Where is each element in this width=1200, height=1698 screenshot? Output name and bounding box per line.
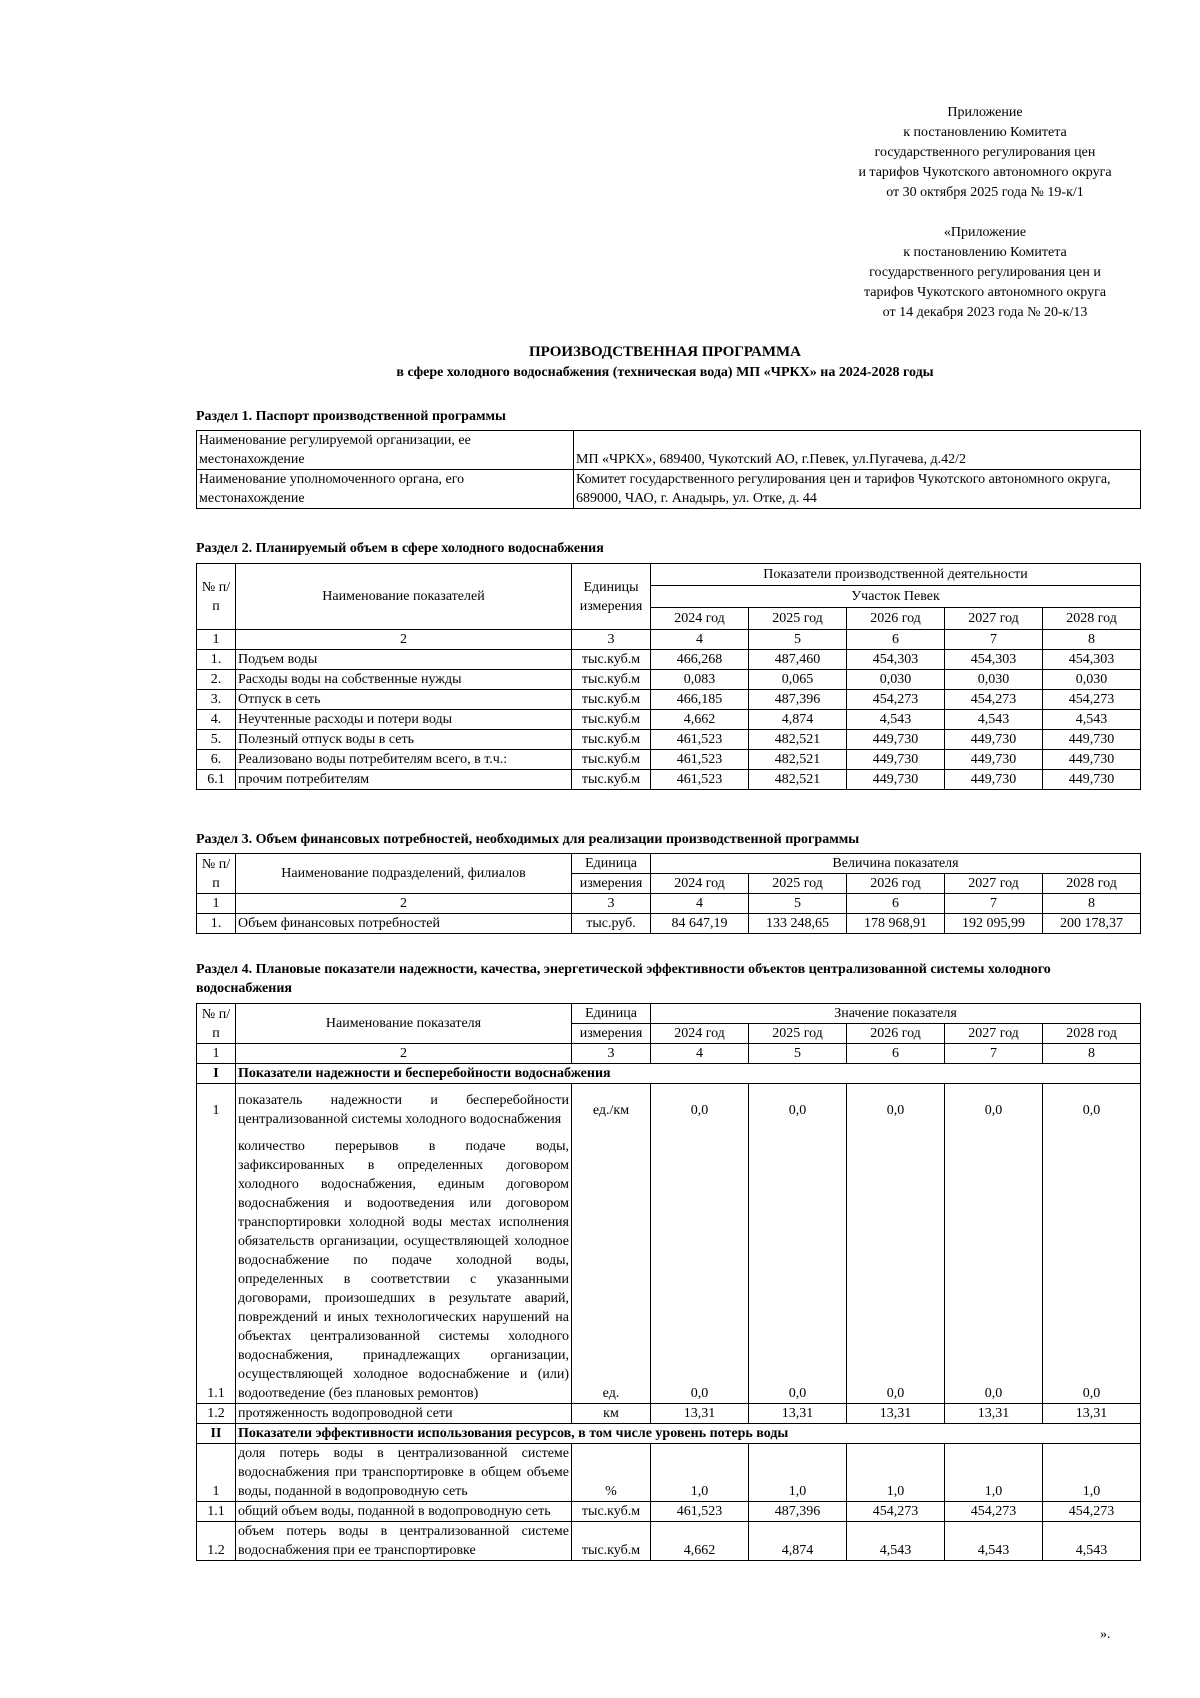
previous-approval-header — [830, 223, 1140, 323]
table-row — [197, 750, 1141, 770]
row-value: 178 968,91 — [847, 914, 945, 934]
column-number: 5 — [749, 894, 847, 914]
area-header: Участок Певек — [651, 586, 1141, 608]
year-header: 2024 год — [651, 1024, 749, 1044]
row-value: 449,730 — [847, 750, 945, 770]
col-unit-header: Единица — [572, 1004, 651, 1024]
section2-heading: Раздел 2. Планируемый объем в сфере холодного водоснабжения — [196, 541, 604, 556]
header-line: государственного регулирования цен — [874, 145, 1096, 160]
col-name-header: Наименование показателей — [236, 564, 572, 630]
row-value: 454,303 — [847, 650, 945, 670]
table-row — [197, 431, 1141, 470]
row-number: 1. — [197, 914, 236, 934]
column-number: 7 — [945, 1044, 1043, 1064]
section3-heading: Раздел 3. Объем финансовых потребностей, необходимых для реализации производственной программы — [196, 832, 860, 847]
row-value: 449,730 — [945, 730, 1043, 750]
row-unit: тыс.куб.м — [572, 770, 651, 790]
table-row — [197, 690, 1141, 710]
row-unit: тыс.куб.м — [572, 710, 651, 730]
section4-heading: Раздел 4. Плановые показатели надежности, качества, энергетической эффективности объектов централизованной системы холодного водоснабжения — [196, 962, 1051, 996]
row-unit: тыс.куб.м — [572, 750, 651, 770]
header-line: государственного регулирования цен и — [869, 265, 1101, 280]
row-value: 454,273 — [1043, 1501, 1141, 1521]
row-number: 1 — [197, 1084, 236, 1137]
column-number: 5 — [749, 1044, 847, 1064]
row-unit: тыс.куб.м — [572, 1521, 651, 1560]
row-value: 4,543 — [1043, 1521, 1141, 1560]
table-row — [197, 1403, 1141, 1423]
passport-label: Наименование регулируемой организации, ее местонахождение — [197, 431, 574, 470]
row-value: 454,273 — [847, 690, 945, 710]
row-value: 1,0 — [945, 1443, 1043, 1501]
year-header: 2026 год — [847, 608, 945, 630]
table-row — [197, 1137, 1141, 1404]
planned-volume-table — [196, 563, 1141, 790]
column-number: 7 — [945, 630, 1043, 650]
row-name: объем потерь воды в централизованной системе водоснабжения при ее транспортировке — [236, 1521, 572, 1560]
row-name: Расходы воды на собственные нужды — [236, 670, 572, 690]
row-number: 2. — [197, 670, 236, 690]
row-number: 1.2 — [197, 1403, 236, 1423]
row-value: 4,543 — [1043, 710, 1141, 730]
row-unit: тыс.куб.м — [572, 1501, 651, 1521]
row-value: 0,065 — [749, 670, 847, 690]
row-value: 449,730 — [1043, 770, 1141, 790]
column-number: 4 — [651, 1044, 749, 1064]
row-name: Объем финансовых потребностей — [236, 914, 572, 934]
row-value: 1,0 — [749, 1443, 847, 1501]
year-header: 2024 год — [651, 874, 749, 894]
column-number: 6 — [847, 630, 945, 650]
row-value: 454,273 — [1043, 690, 1141, 710]
year-header: 2025 год — [749, 874, 847, 894]
row-unit: тыс.куб.м — [572, 650, 651, 670]
row-number: 1. — [197, 650, 236, 670]
row-value: 0,0 — [847, 1137, 945, 1404]
table-row — [197, 730, 1141, 750]
row-value: 0,0 — [1043, 1137, 1141, 1404]
table-row — [197, 1521, 1141, 1560]
row-unit: км — [572, 1403, 651, 1423]
row-number: 1.1 — [197, 1137, 236, 1404]
year-header: 2028 год — [1043, 608, 1141, 630]
row-value: 487,460 — [749, 650, 847, 670]
col-group-header: Величина показателя — [651, 854, 1141, 874]
column-number: 2 — [236, 1044, 572, 1064]
financial-needs-table — [196, 853, 1141, 934]
row-number: 3. — [197, 690, 236, 710]
page-title: ПРОИЗВОДСТВЕННАЯ ПРОГРАММА — [528, 344, 801, 360]
row-value: 4,543 — [847, 1521, 945, 1560]
row-unit: тыс.куб.м — [572, 670, 651, 690]
row-value: 13,31 — [1043, 1403, 1141, 1423]
row-unit: ед. — [572, 1137, 651, 1404]
row-value: 461,523 — [651, 1501, 749, 1521]
col-unit-header: Единица — [572, 854, 651, 874]
row-value: 449,730 — [945, 750, 1043, 770]
column-number: 1 — [197, 894, 236, 914]
row-value: 84 647,19 — [651, 914, 749, 934]
column-number: 1 — [197, 630, 236, 650]
row-value: 13,31 — [847, 1403, 945, 1423]
row-value: 454,303 — [945, 650, 1043, 670]
row-value: 0,030 — [945, 670, 1043, 690]
column-number: 8 — [1043, 894, 1141, 914]
row-value: 461,523 — [651, 730, 749, 750]
group-row — [197, 1423, 1141, 1443]
row-value: 482,521 — [749, 770, 847, 790]
row-value: 4,662 — [651, 710, 749, 730]
row-name: протяженность водопроводной сети — [236, 1403, 572, 1423]
col-unit-header: измерения — [572, 874, 651, 894]
header-line: к постановлению Комитета — [903, 245, 1067, 260]
group-title: Показатели надежности и бесперебойности водоснабжения — [236, 1064, 1141, 1084]
row-unit: тыс.куб.м — [572, 730, 651, 750]
row-value: 1,0 — [1043, 1443, 1141, 1501]
row-value: 0,0 — [749, 1137, 847, 1404]
passport-value: Комитет государственного регулирования цен и тарифов Чукотского автономного округа, 689000, ЧАО, г. Анадырь, ул. Отке, д. 44 — [574, 470, 1141, 509]
column-number: 5 — [749, 630, 847, 650]
row-value: 454,273 — [847, 1501, 945, 1521]
table-row — [197, 470, 1141, 509]
column-number: 3 — [572, 630, 651, 650]
year-header: 2026 год — [847, 874, 945, 894]
passport-value: МП «ЧРКХ», 689400, Чукотский АО, г.Певек, ул.Пугачева, д.42/2 — [574, 431, 1141, 470]
row-value: 13,31 — [749, 1403, 847, 1423]
year-header: 2027 год — [945, 874, 1043, 894]
col-group-header: Показатели производственной деятельности — [651, 564, 1141, 586]
table-row — [197, 1443, 1141, 1501]
row-name: прочим потребителям — [236, 770, 572, 790]
column-number: 8 — [1043, 630, 1141, 650]
column-number-row — [197, 894, 1141, 914]
row-unit: тыс.руб. — [572, 914, 651, 934]
column-number: 7 — [945, 894, 1043, 914]
col-unit-header: измерения — [572, 1024, 651, 1044]
row-unit: тыс.куб.м — [572, 690, 651, 710]
row-value: 466,185 — [651, 690, 749, 710]
row-value: 4,662 — [651, 1521, 749, 1560]
row-value: 0,0 — [651, 1084, 749, 1137]
group-row — [197, 1064, 1141, 1084]
col-num-header: № п/п — [197, 854, 236, 894]
column-number-row — [197, 1044, 1141, 1064]
row-value: 461,523 — [651, 770, 749, 790]
row-name: Подъем воды — [236, 650, 572, 670]
row-name: количество перерывов в подаче воды, зафиксированных в определенных договором холодного водоснабжения, единым договором водоснабжения и водоотведения или договором транспортировки холодной воды местах исполнения обязательств организации, осуществляющей холодное водоснабжение по подаче холодной воды, определенных в соответствии с указанными договорами, произошедших в результате аварий, повреждений и иных технологических нарушений на объектах централизованной системы холодного водоснабжения, принадлежащих организации, осуществляющей холодное водоснабжение и (или) водоотведение (без плановых ремонтов) — [236, 1137, 572, 1404]
row-value: 454,273 — [945, 1501, 1043, 1521]
passport-table — [196, 430, 1141, 509]
row-number: 5. — [197, 730, 236, 750]
column-number: 2 — [236, 630, 572, 650]
year-header: 2025 год — [749, 1024, 847, 1044]
row-value: 449,730 — [847, 770, 945, 790]
row-value: 482,521 — [749, 750, 847, 770]
row-value: 13,31 — [945, 1403, 1043, 1423]
row-unit: % — [572, 1443, 651, 1501]
header-line: Приложение — [947, 105, 1023, 120]
row-value: 449,730 — [945, 770, 1043, 790]
row-value: 454,273 — [945, 690, 1043, 710]
row-value: 200 178,37 — [1043, 914, 1141, 934]
passport-label: Наименование уполномоченного органа, его местонахождение — [197, 470, 574, 509]
row-number: 1.2 — [197, 1521, 236, 1560]
table-row — [197, 710, 1141, 730]
column-number: 1 — [197, 1044, 236, 1064]
row-value: 449,730 — [1043, 730, 1141, 750]
row-number: 1.1 — [197, 1501, 236, 1521]
col-num-header: № п/п — [197, 564, 236, 630]
header-line: «Приложение — [943, 225, 1027, 240]
row-value: 1,0 — [651, 1443, 749, 1501]
year-header: 2028 год — [1043, 1024, 1141, 1044]
row-name: общий объем воды, поданной в водопроводную сеть — [236, 1501, 572, 1521]
header-line: от 30 октября 2025 года № 19-к/1 — [886, 185, 1084, 200]
year-header: 2027 год — [945, 1024, 1043, 1044]
row-value: 13,31 — [651, 1403, 749, 1423]
column-number-row — [197, 630, 1141, 650]
row-value: 4,874 — [749, 710, 847, 730]
column-number: 8 — [1043, 1044, 1141, 1064]
row-value: 0,0 — [651, 1137, 749, 1404]
column-number: 6 — [847, 894, 945, 914]
row-number: 6.1 — [197, 770, 236, 790]
row-name: Отпуск в сеть — [236, 690, 572, 710]
row-number: 6. — [197, 750, 236, 770]
row-name: Полезный отпуск воды в сеть — [236, 730, 572, 750]
row-value: 449,730 — [1043, 750, 1141, 770]
end-quote-mark: ». — [1100, 1627, 1111, 1642]
table-row — [197, 670, 1141, 690]
row-value: 466,268 — [651, 650, 749, 670]
column-number: 6 — [847, 1044, 945, 1064]
row-value: 4,543 — [847, 710, 945, 730]
header-line: от 14 декабря 2023 года № 20-к/13 — [882, 305, 1088, 320]
row-value: 487,396 — [749, 1501, 847, 1521]
header-line: к постановлению Комитета — [903, 125, 1067, 140]
group-number: I — [197, 1064, 236, 1084]
row-value: 1,0 — [847, 1443, 945, 1501]
row-value: 4,543 — [945, 1521, 1043, 1560]
row-value: 454,303 — [1043, 650, 1141, 670]
row-number: 4. — [197, 710, 236, 730]
table-row — [197, 770, 1141, 790]
column-number: 3 — [572, 894, 651, 914]
row-value: 0,083 — [651, 670, 749, 690]
header-line: и тарифов Чукотского автономного округа — [858, 165, 1112, 180]
row-name: доля потерь воды в централизованной системе водоснабжения при транспортировке в общем объеме воды, поданной в водопроводную сеть — [236, 1443, 572, 1501]
table-row — [197, 914, 1141, 934]
column-number: 4 — [651, 630, 749, 650]
year-header: 2026 год — [847, 1024, 945, 1044]
row-value: 0,0 — [945, 1084, 1043, 1137]
row-value: 4,874 — [749, 1521, 847, 1560]
group-number: II — [197, 1423, 236, 1443]
row-value: 192 095,99 — [945, 914, 1043, 934]
column-number: 4 — [651, 894, 749, 914]
row-name: Неучтенные расходы и потери воды — [236, 710, 572, 730]
year-header: 2027 год — [945, 608, 1043, 630]
row-value: 0,0 — [749, 1084, 847, 1137]
row-value: 487,396 — [749, 690, 847, 710]
row-value: 0,0 — [945, 1137, 1043, 1404]
header-line: тарифов Чукотского автономного округа — [863, 285, 1107, 300]
table-body — [197, 650, 1141, 790]
reliability-indicators-table — [196, 1003, 1141, 1561]
year-header: 2028 год — [1043, 874, 1141, 894]
row-value: 4,543 — [945, 710, 1043, 730]
row-name: Реализовано воды потребителям всего, в т.ч.: — [236, 750, 572, 770]
row-value: 461,523 — [651, 750, 749, 770]
page-subtitle: в сфере холодного водоснабжения (техническая вода) МП «ЧРКХ» на 2024-2028 годы — [396, 365, 934, 380]
row-value: 0,0 — [1043, 1084, 1141, 1137]
row-value: 133 248,65 — [749, 914, 847, 934]
year-header: 2024 год — [651, 608, 749, 630]
group-title: Показатели эффективности использования ресурсов, в том числе уровень потерь воды — [236, 1423, 1141, 1443]
row-number: 1 — [197, 1443, 236, 1501]
col-name-header: Наименование подразделений, филиалов — [236, 854, 572, 894]
row-value: 0,030 — [1043, 670, 1141, 690]
approval-header — [830, 103, 1140, 203]
table-row — [197, 650, 1141, 670]
col-num-header: № п/п — [197, 1004, 236, 1044]
row-value: 0,0 — [847, 1084, 945, 1137]
row-unit: ед./км — [572, 1084, 651, 1137]
row-value: 449,730 — [847, 730, 945, 750]
col-name-header: Наименование показателя — [236, 1004, 572, 1044]
col-group-header: Значение показателя — [651, 1004, 1141, 1024]
section1-heading: Раздел 1. Паспорт производственной программы — [196, 409, 506, 424]
year-header: 2025 год — [749, 608, 847, 630]
row-value: 482,521 — [749, 730, 847, 750]
row-value: 0,030 — [847, 670, 945, 690]
table-row — [197, 1084, 1141, 1137]
row-name: показатель надежности и бесперебойности централизованной системы холодного водоснабжения — [236, 1084, 572, 1137]
column-number: 2 — [236, 894, 572, 914]
table-row — [197, 1501, 1141, 1521]
col-unit-header: Единицы измерения — [572, 564, 651, 630]
column-number: 3 — [572, 1044, 651, 1064]
